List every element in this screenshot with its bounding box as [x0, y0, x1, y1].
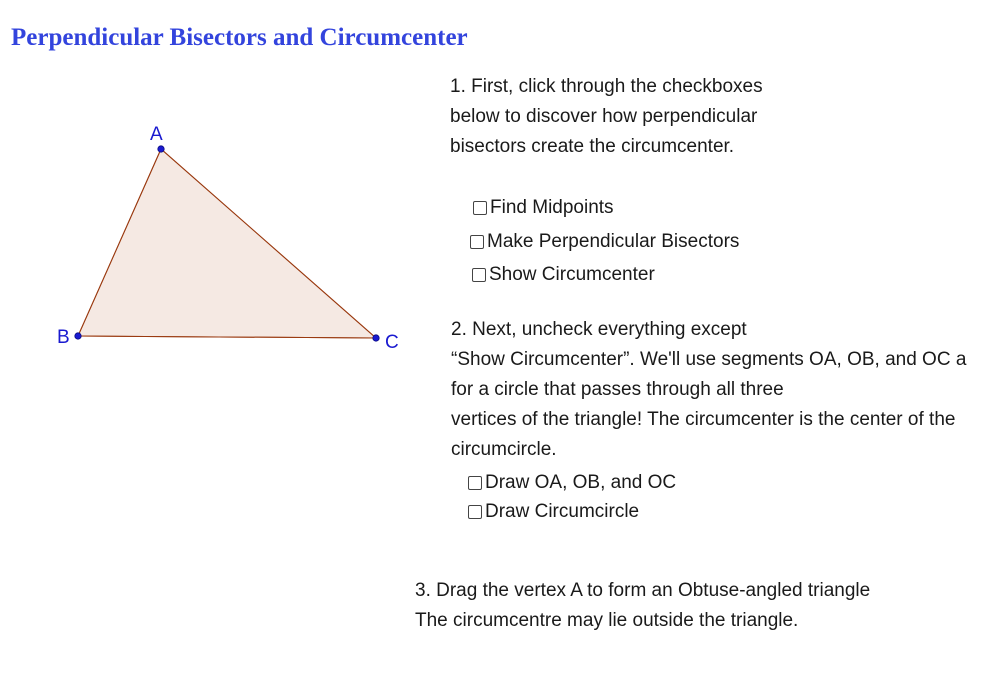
step1-line: bisectors create the circumcenter.	[450, 136, 735, 157]
checkbox-label[interactable]: Draw Circumcircle	[485, 501, 640, 522]
checkbox-box[interactable]	[468, 505, 482, 519]
checkbox-box[interactable]	[472, 268, 486, 282]
checkbox-make-perpendicular-bisectors[interactable]	[470, 231, 739, 253]
checkbox-find-midpoints[interactable]	[473, 197, 614, 219]
step2-line: circumcircle.	[451, 439, 557, 460]
checkbox-box[interactable]	[468, 476, 482, 490]
checkbox-label[interactable]: Show Circumcenter	[489, 264, 655, 285]
checkbox-box[interactable]	[473, 201, 487, 215]
checkbox-show-circumcenter[interactable]	[472, 264, 655, 286]
checkbox-draw-circumcircle[interactable]	[468, 501, 639, 523]
step3-line: 3. Drag the vertex A to form an Obtuse-angled triangle	[415, 580, 871, 601]
checkbox-label[interactable]: Make Perpendicular Bisectors	[487, 231, 740, 252]
checkbox-label[interactable]: Find Midpoints	[490, 197, 614, 218]
vertex-b-label: B	[57, 327, 70, 348]
checkbox-label[interactable]: Draw OA, OB, and OC	[485, 472, 677, 493]
page-title: Perpendicular Bisectors and Circumcenter	[11, 24, 468, 51]
step2-line: “Show Circumcenter”. We'll use segments OA, OB, and OC a	[451, 349, 967, 370]
step2-line: vertices of the triangle! The circumcenter is the center of the	[451, 409, 956, 430]
vertex-a-point[interactable]	[158, 146, 164, 152]
step2-line: 2. Next, uncheck everything except	[451, 319, 747, 340]
triangle-abc[interactable]	[78, 149, 376, 338]
checkbox-draw-oa-ob-oc[interactable]	[468, 472, 676, 494]
step1-line: 1. First, click through the checkboxes	[450, 76, 763, 97]
checkbox-box[interactable]	[470, 235, 484, 249]
vertex-c-point[interactable]	[373, 335, 379, 341]
step2-line: for a circle that passes through all three	[451, 379, 784, 400]
vertex-b-point[interactable]	[75, 333, 81, 339]
step3-line: The circumcentre may lie outside the triangle.	[415, 610, 799, 631]
step1-line: below to discover how perpendicular	[450, 106, 758, 127]
vertex-a-label: A	[150, 124, 163, 145]
vertex-c-label: C	[385, 332, 399, 353]
